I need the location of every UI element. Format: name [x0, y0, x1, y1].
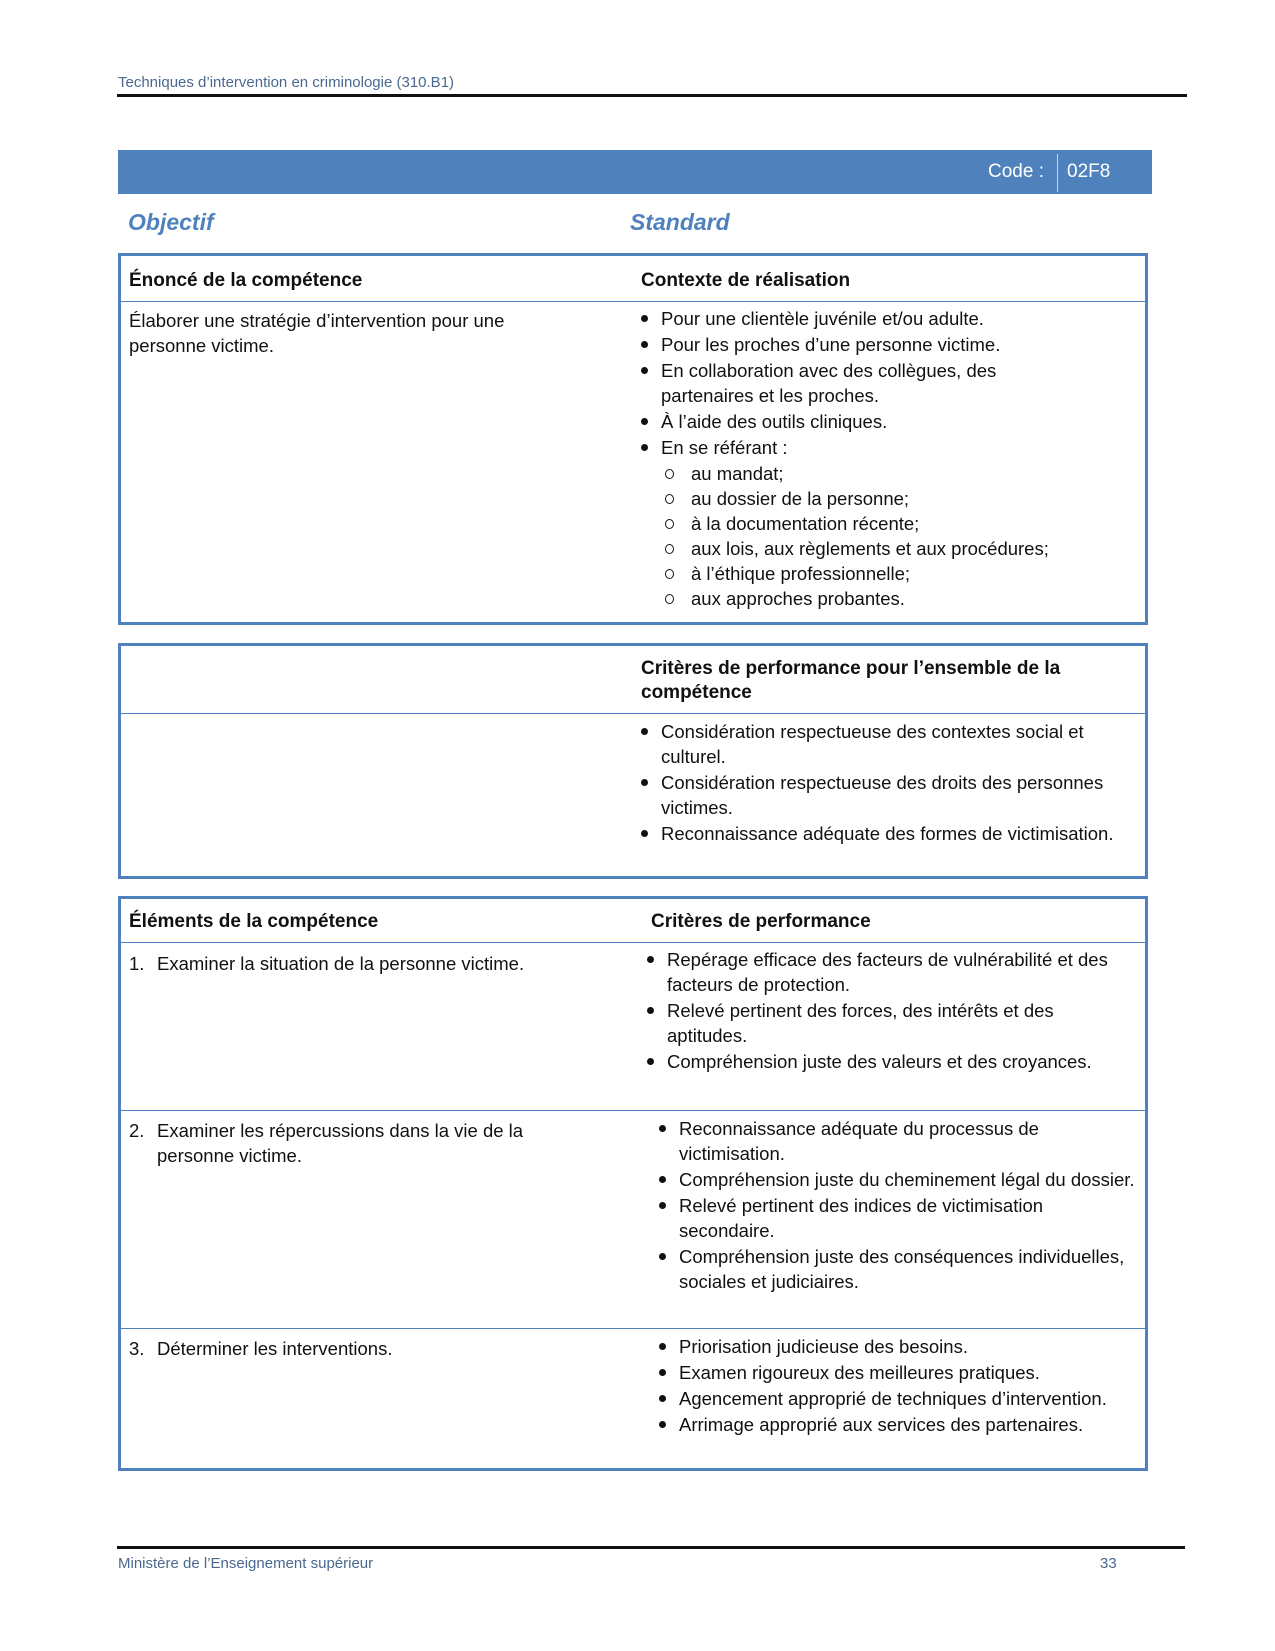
context-text: En collaboration avec des collègues, des partenaires et les proches.: [661, 360, 997, 406]
referant-item: [665, 486, 1139, 511]
element-row-3: [129, 1336, 599, 1361]
header-divider: [117, 94, 1187, 97]
document-header-title: Techniques d’intervention en criminologie (310.B1): [118, 74, 455, 91]
criterion-text: Repérage efficace des facteurs de vulnérabilité et des facteurs de protection.: [667, 949, 1108, 995]
criterion-item: [657, 1167, 1139, 1192]
bullet-icon: [659, 1395, 666, 1402]
enonce-header: Énoncé de la compétence: [129, 270, 363, 291]
enonce-line-2: personne victime.: [129, 335, 274, 356]
context-text: À l’aide des outils cliniques.: [661, 411, 888, 432]
bullet-icon: [659, 1176, 666, 1183]
element-text: Examiner les répercussions dans la vie de la personne victime.: [157, 1120, 524, 1166]
context-text: En se référant :: [661, 437, 788, 458]
element-text: Déterminer les interventions.: [157, 1338, 393, 1359]
criterion-text: Considération respectueuse des droits des personnes victimes.: [661, 772, 1104, 818]
criterion-item: [645, 998, 1137, 1048]
criterion-text: Agencement approprié de techniques d’intervention.: [679, 1388, 1107, 1409]
bullet-icon: [641, 444, 648, 451]
enonce-text: [129, 308, 599, 358]
table-header-divider: [121, 942, 1145, 943]
referant-text: au dossier de la personne;: [691, 488, 910, 509]
bullet-icon: [647, 1007, 654, 1014]
bullet-icon: [659, 1369, 666, 1376]
bullet-icon: [641, 341, 648, 348]
referant-item: [665, 536, 1139, 561]
circle-bullet-icon: [665, 469, 674, 479]
element-number: 1.: [129, 953, 145, 974]
criterion-text: Reconnaissance adéquate du processus de victimisation.: [679, 1118, 1039, 1164]
criterion-item: [657, 1193, 1139, 1243]
table-header-divider: [121, 713, 1145, 714]
referant-text: à l’éthique professionnelle;: [691, 563, 911, 584]
contexte-list: [639, 306, 1139, 611]
referant-sublist: [639, 461, 1139, 611]
referant-text: aux lois, aux règlements et aux procédures;: [691, 538, 1049, 559]
criteres-ensemble-table: [118, 643, 1148, 879]
objectif-heading: Objectif: [128, 209, 214, 235]
code-label: Code :: [988, 161, 1044, 182]
table-header-divider: [121, 301, 1145, 302]
circle-bullet-icon: [665, 519, 674, 529]
criterion-item: [639, 821, 1141, 846]
bullet-icon: [641, 315, 648, 322]
circle-bullet-icon: [665, 569, 674, 579]
criterion-item: [645, 947, 1137, 997]
referant-text: au mandat;: [691, 463, 784, 484]
context-text: Pour une clientèle juvénile et/ou adulte.: [661, 308, 984, 329]
bullet-icon: [641, 728, 648, 735]
bullet-icon: [647, 956, 654, 963]
criteres-row-3: [657, 1334, 1157, 1438]
elements-header: Éléments de la compétence: [129, 911, 379, 932]
context-item: [639, 306, 1051, 331]
element-number: 3.: [129, 1338, 145, 1359]
bullet-icon: [659, 1125, 666, 1132]
bullet-icon: [659, 1343, 666, 1350]
element-row-2: [129, 1118, 599, 1168]
criteres-ensemble-header: Critères de performance pour l’ensemble de la compétence: [641, 658, 1061, 703]
element-text: Examiner la situation de la personne victime.: [157, 953, 525, 974]
referant-item: [665, 461, 1139, 486]
bullet-icon: [641, 418, 648, 425]
bullet-icon: [647, 1058, 654, 1065]
bullet-icon: [641, 830, 648, 837]
criterion-item: [657, 1412, 1149, 1437]
criterion-item: [657, 1360, 1149, 1385]
footer-divider: [117, 1546, 1185, 1549]
criteres-row-1: [645, 947, 1145, 1075]
contexte-header: Contexte de réalisation: [641, 270, 851, 291]
bullet-icon: [659, 1202, 666, 1209]
enonce-table: [118, 253, 1148, 625]
bullet-icon: [659, 1253, 666, 1260]
footer-ministry: Ministère de l’Enseignement supérieur: [118, 1555, 374, 1572]
context-item: [639, 332, 1051, 357]
criterion-item: [657, 1116, 1139, 1166]
criteres-ensemble-list: [639, 719, 1139, 847]
page-number: 33: [1100, 1555, 1117, 1572]
criterion-item: [639, 770, 1141, 820]
bullet-icon: [641, 779, 648, 786]
row-divider: [121, 1110, 1145, 1111]
context-item: [639, 409, 1051, 434]
criterion-text: Compréhension juste des valeurs et des croyances.: [667, 1051, 1092, 1072]
criterion-text: Compréhension juste du cheminement légal du dossier.: [679, 1169, 1135, 1190]
criterion-item: [657, 1386, 1149, 1411]
row-divider: [121, 1328, 1145, 1329]
bullet-icon: [659, 1421, 666, 1428]
circle-bullet-icon: [665, 494, 674, 504]
circle-bullet-icon: [665, 594, 674, 604]
criterion-text: Compréhension juste des conséquences individuelles, sociales et judiciaires.: [679, 1246, 1125, 1292]
criterion-text: Relevé pertinent des indices de victimisation secondaire.: [679, 1195, 1044, 1241]
criterion-item: [657, 1334, 1149, 1359]
criterion-item: [657, 1244, 1139, 1294]
criterion-text: Examen rigoureux des meilleures pratiques.: [679, 1362, 1040, 1383]
referant-text: à la documentation récente;: [691, 513, 920, 534]
context-item: [639, 435, 1051, 460]
referant-item: [665, 586, 1139, 611]
element-number: 2.: [129, 1120, 145, 1141]
standard-heading: Standard: [630, 209, 730, 235]
criterion-text: Reconnaissance adéquate des formes de victimisation.: [661, 823, 1114, 844]
elements-table: [118, 896, 1148, 1471]
referant-item: [665, 561, 1139, 586]
code-value: 02F8: [1067, 161, 1111, 182]
element-row-1: [129, 951, 599, 976]
referant-item: [665, 511, 1139, 536]
code-separator: [1057, 154, 1058, 192]
circle-bullet-icon: [665, 544, 674, 554]
criterion-item: [639, 719, 1141, 769]
context-text: Pour les proches d’une personne victime.: [661, 334, 1001, 355]
context-item: [639, 358, 1051, 408]
referant-text: aux approches probantes.: [691, 588, 905, 609]
enonce-line-1: Élaborer une stratégie d’intervention pour une: [129, 310, 505, 331]
criteres-row-2: [657, 1116, 1157, 1295]
criterion-text: Priorisation judicieuse des besoins.: [679, 1336, 968, 1357]
criteres-header: Critères de performance: [651, 911, 871, 932]
criterion-text: Relevé pertinent des forces, des intérêts et des aptitudes.: [667, 1000, 1054, 1046]
criterion-item: [645, 1049, 1137, 1074]
criterion-text: Arrimage approprié aux services des partenaires.: [679, 1414, 1084, 1435]
bullet-icon: [641, 367, 648, 374]
criterion-text: Considération respectueuse des contextes social et culturel.: [661, 721, 1084, 767]
